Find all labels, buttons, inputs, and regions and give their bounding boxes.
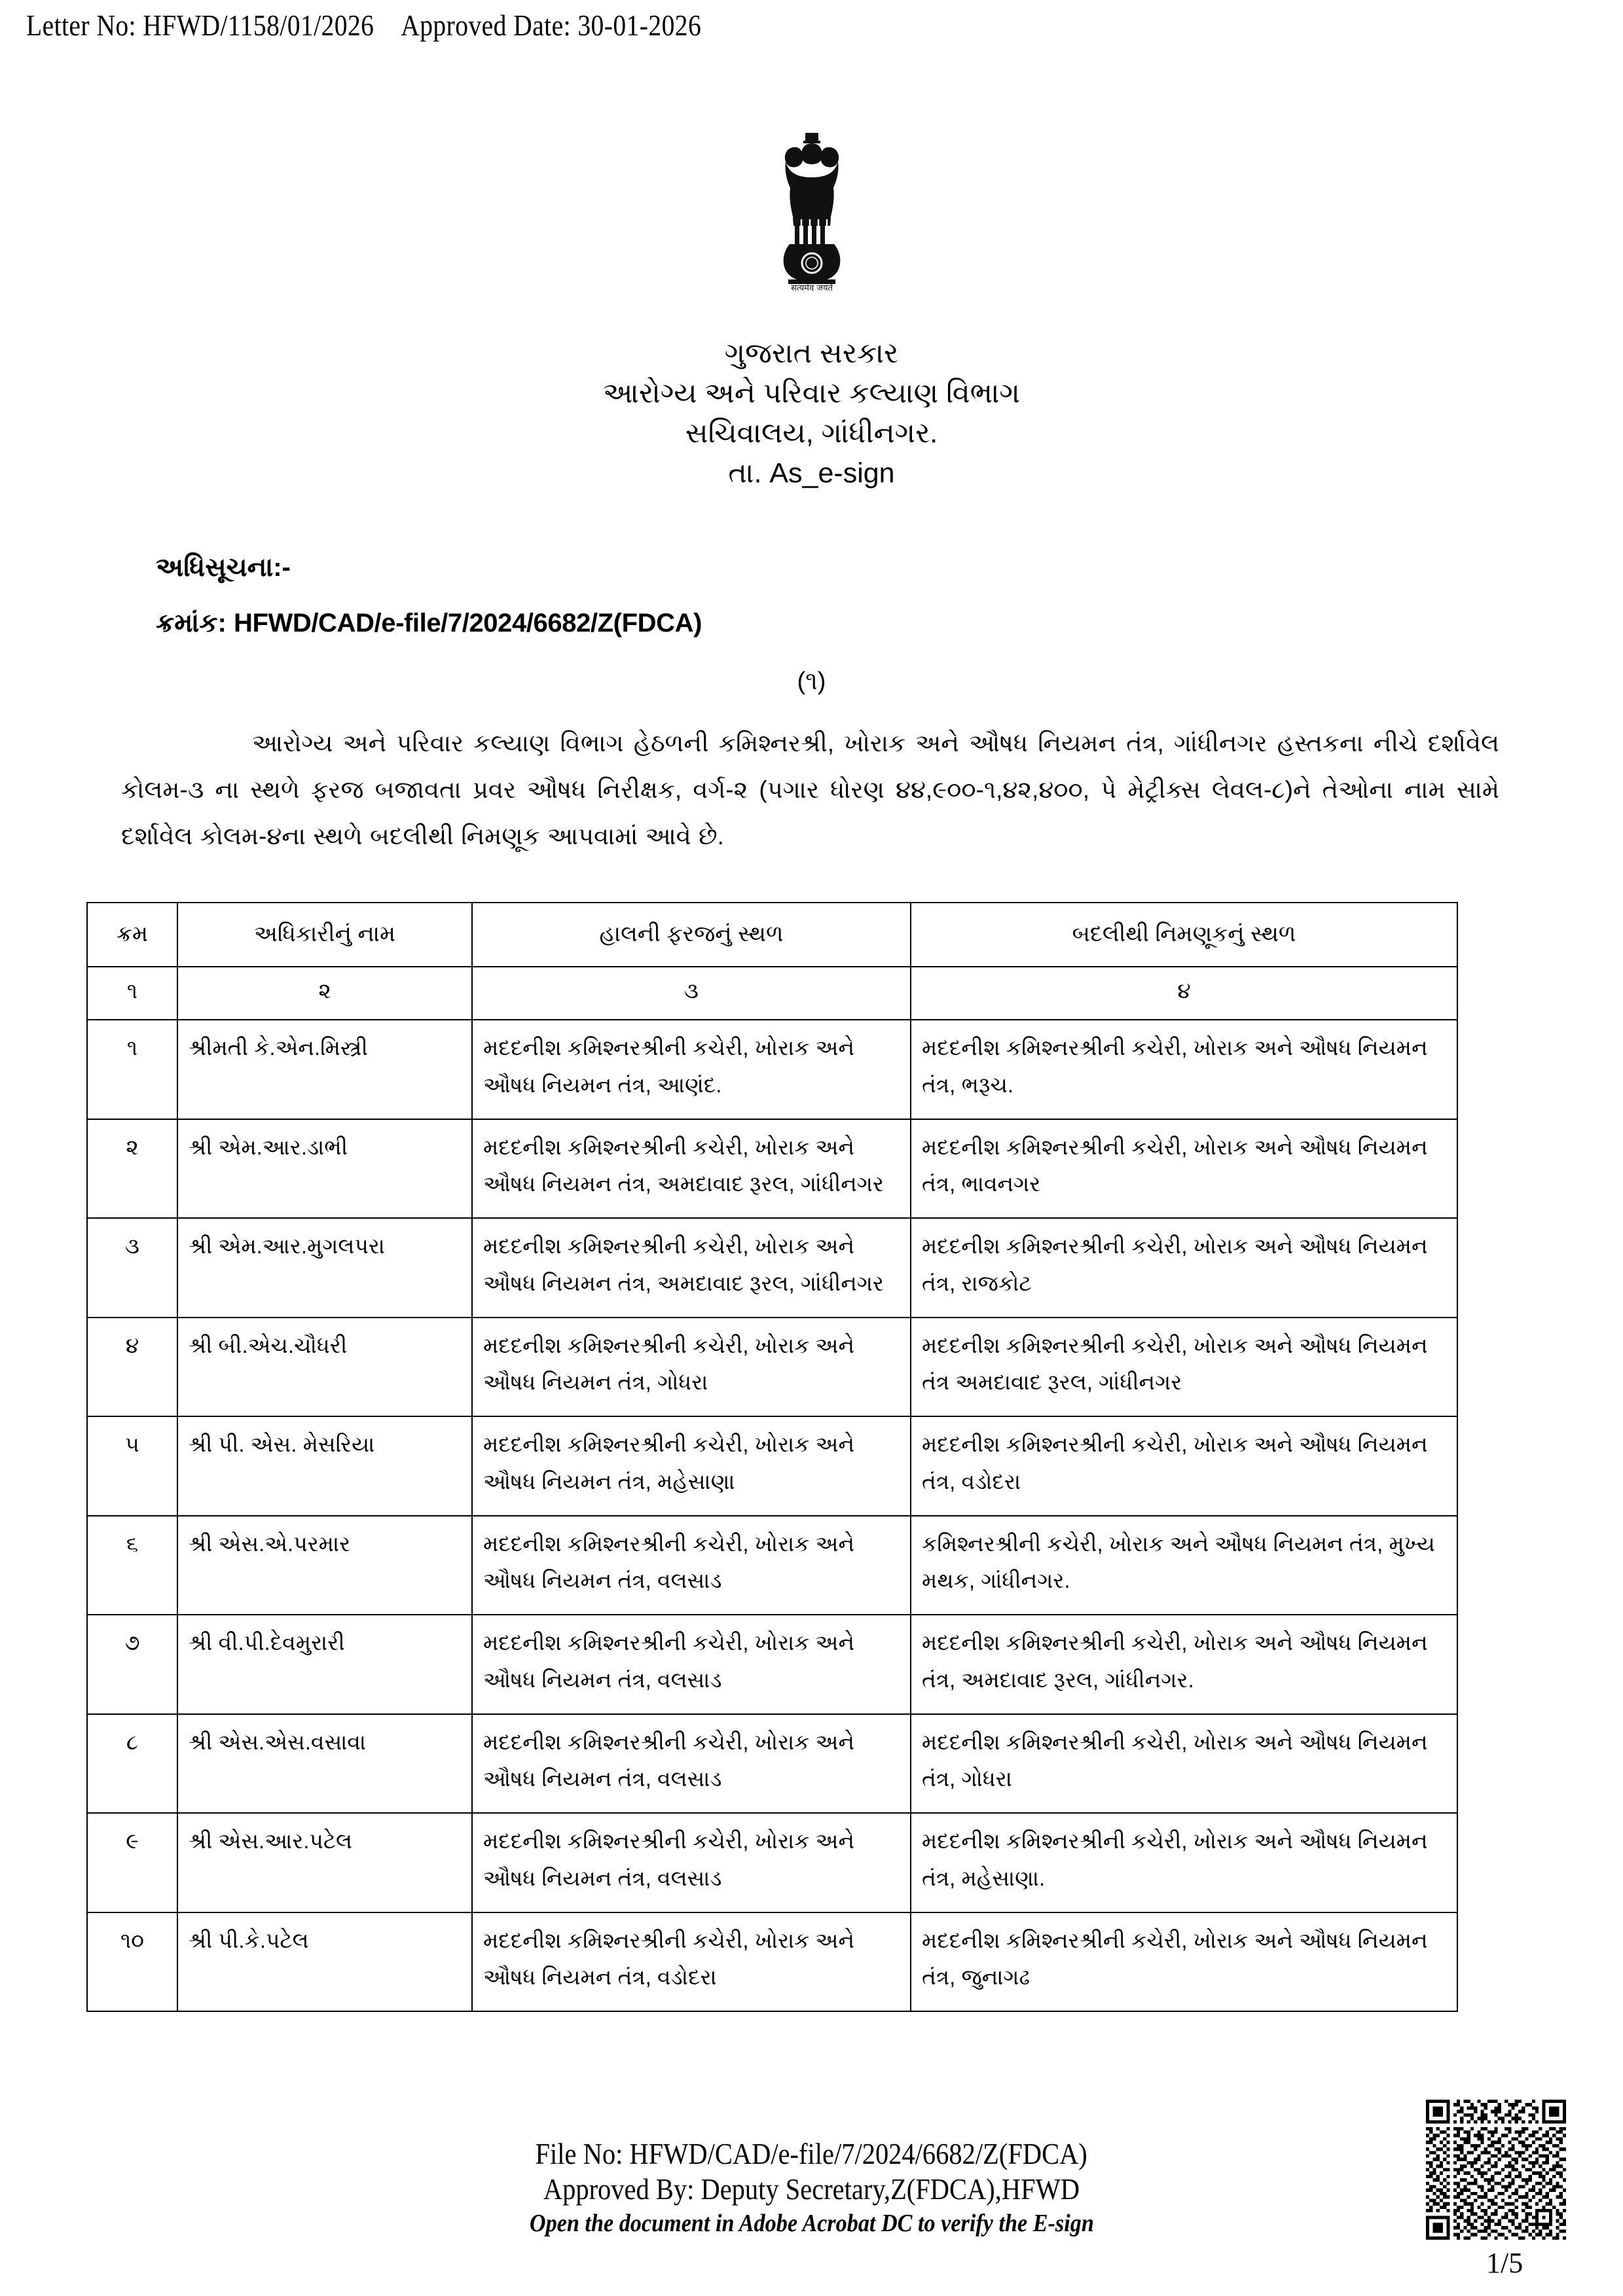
table-row xyxy=(87,1516,1457,1615)
colnum-4: ૪ xyxy=(911,967,1457,1020)
cell-new: મદદનીશ કમિશ્નરશ્રીની કચેરી, ખોરાક અને ઔષધ નિયમન તંત્ર, વડોદરા xyxy=(911,1416,1457,1516)
cell-current: મદદનીશ કમિશ્નરશ્રીની કચેરી, ખોરાક અને ઔષધ નિયમન તંત્ર, વલસાડ xyxy=(472,1615,911,1714)
table-row xyxy=(87,1813,1457,1912)
cell-name: શ્રી પી.કે.પટેલ xyxy=(177,1912,472,2012)
header-line-state: ગુજરાત સરકાર xyxy=(724,338,899,369)
table-row xyxy=(87,1119,1457,1219)
table-row xyxy=(87,1218,1457,1318)
transfer-table-container xyxy=(86,902,1458,2012)
table-row xyxy=(87,1615,1457,1714)
cell-sr: ૮ xyxy=(87,1714,177,1814)
table-row xyxy=(87,1714,1457,1814)
cell-new: મદદનીશ કમિશ્નરશ્રીની કચેરી, ખોરાક અને ઔષધ નિયમન તંત્ર, જુનાગઢ xyxy=(911,1912,1457,2012)
table-header-row xyxy=(87,903,1457,967)
footer-file-no-row xyxy=(0,2137,1623,2171)
approved-date-value: 30-01-2026 xyxy=(577,9,702,42)
cell-name: શ્રી વી.પી.દેવમુરારી xyxy=(177,1615,472,1714)
footer-esign-note-row xyxy=(0,2207,1623,2238)
cell-sr: ૬ xyxy=(87,1516,177,1615)
header-officer-name: અધિકારીનું નામ xyxy=(177,903,472,967)
section-number: (૧) xyxy=(797,668,826,695)
footer-approved-by: Approved By: Deputy Secretary,Z(FDCA),HFWD xyxy=(543,2172,1080,2206)
header-new-place: બદલીથી નિમણૂકનું સ્થળ xyxy=(911,903,1457,967)
cell-sr: ૭ xyxy=(87,1615,177,1714)
cell-new: મદદનીશ કમિશ્નરશ્રીની કચેરી, ખોરાક અને ઔષધ નિયમન તંત્ર, મહેસાણા. xyxy=(911,1813,1457,1912)
cell-current: મદદનીશ કમિશ્નરશ્રીની કચેરી, ખોરાક અને ઔષધ નિયમન તંત્ર, વલસાડ xyxy=(472,1813,911,1912)
cell-new: મદદનીશ કમિશ્નરશ્રીની કચેરી, ખોરાક અને ઔષધ નિયમન તંત્ર, ગોધરા xyxy=(911,1714,1457,1814)
footer-approved-by-row xyxy=(0,2171,1623,2206)
cell-current: મદદનીશ કમિશ્નરશ્રીની કચેરી, ખોરાક અને ઔષધ નિયમન તંત્ર, અમદાવાદ રૂરલ, ગાંધીનગર xyxy=(472,1119,911,1219)
cell-name: શ્રી એસ.એ.પરમાર xyxy=(177,1516,472,1615)
cell-current: મદદનીશ કમિશ્નરશ્રીની કચેરી, ખોરાક અને ઔષધ નિયમન તંત્ર, મહેસાણા xyxy=(472,1416,911,1516)
approved-date-label: Approved Date: xyxy=(401,9,571,42)
colnum-3: ૩ xyxy=(472,967,911,1020)
colnum-2: ૨ xyxy=(177,967,472,1020)
approval-stamp-line xyxy=(26,8,701,43)
letter-no-label: Letter No: xyxy=(26,9,136,42)
footer-file-no: File No: HFWD/CAD/e-file/7/2024/6682/Z(FDCA) xyxy=(535,2137,1088,2170)
government-header xyxy=(0,334,1623,493)
cell-sr: ૪ xyxy=(87,1318,177,1417)
page-number: 1/5 xyxy=(1486,2247,1523,2279)
cell-current: મદદનીશ કમિશ્નરશ્રીની કચેરી, ખોરાક અને ઔષધ નિયમન તંત્ર, વડોદરા xyxy=(472,1912,911,2012)
cell-name: શ્રી એસ.એસ.વસાવા xyxy=(177,1714,472,1814)
header-line-department: આરોગ્ય અને પરિવાર કલ્યાણ વિભાગ xyxy=(603,378,1020,410)
cell-sr: ૨ xyxy=(87,1119,177,1219)
cell-new: મદદનીશ કમિશ્નરશ્રીની કચેરી, ખોરાક અને ઔષધ નિયમન તંત્ર, ભરૂચ. xyxy=(911,1020,1457,1119)
cell-current: મદદનીશ કમિશ્નરશ્રીની કચેરી, ખોરાક અને ઔષધ નિયમન તંત્ર, વલસાડ xyxy=(472,1714,911,1814)
table-row xyxy=(87,1020,1457,1119)
table-row xyxy=(87,1318,1457,1417)
table-column-number-row xyxy=(87,967,1457,1020)
emblem-motto: सत्यमेव जयते xyxy=(790,283,833,291)
footer-esign-note: Open the document in Adobe Acrobat DC to verify the E-sign xyxy=(529,2209,1094,2237)
cell-name: શ્રી એસ.આર.પટેલ xyxy=(177,1813,472,1912)
document-footer xyxy=(0,2137,1623,2238)
cell-sr: ૯ xyxy=(87,1813,177,1912)
qr-code-icon xyxy=(1425,2100,1567,2240)
cell-new: મદદનીશ કમિશ્નરશ્રીની કચેરી, ખોરાક અને ઔષધ નિયમન તંત્ર, ભાવનગર xyxy=(911,1119,1457,1219)
cell-name: શ્રીમતી કે.એન.મિસ્ત્રી xyxy=(177,1020,472,1119)
ashoka-lion-capital-emblem-icon xyxy=(773,128,851,291)
cell-new: કમિશ્નરશ્રીની કચેરી, ખોરાક અને ઔષધ નિયમન તંત્ર, મુખ્ય મથક, ગાંધીનગર. xyxy=(911,1516,1457,1615)
notification-number-line xyxy=(156,609,702,638)
cell-name: શ્રી એમ.આર.ડાભી xyxy=(177,1119,472,1219)
header-line-secretariat: સચિવાલય, ગાંધીનગર. xyxy=(685,418,938,450)
header-current-place: હાલની ફરજનું સ્થળ xyxy=(472,903,911,967)
notification-number-value: HFWD/CAD/e-file/7/2024/6682/Z(FDCA) xyxy=(233,609,702,637)
cell-current: મદદનીશ કમિશ્નરશ્રીની કચેરી, ખોરાક અને ઔષધ નિયમન તંત્ર, અમદાવાદ રૂરલ, ગાંધીનગર xyxy=(472,1218,911,1318)
cell-current: મદદનીશ કમિશ્નરશ્રીની કચેરી, ખોરાક અને ઔષધ નિયમન તંત્ર, આણંદ. xyxy=(472,1020,911,1119)
header-sr: ક્રમ xyxy=(87,903,177,967)
cell-current: મદદનીશ કમિશ્નરશ્રીની કચેરી, ખોરાક અને ઔષધ નિયમન તંત્ર, વલસાડ xyxy=(472,1516,911,1615)
header-line-date: તા. As_e-sign xyxy=(728,457,895,490)
notification-label: અધિસૂચના:- xyxy=(156,553,291,582)
cell-new: મદદનીશ કમિશ્નરશ્રીની કચેરી, ખોરાક અને ઔષધ નિયમન તંત્ર, રાજકોટ xyxy=(911,1218,1457,1318)
letter-no-value: HFWD/1158/01/2026 xyxy=(143,9,374,42)
cell-sr: ૫ xyxy=(87,1416,177,1516)
cell-current: મદદનીશ કમિશ્નરશ્રીની કચેરી, ખોરાક અને ઔષધ નિયમન તંત્ર, ગોધરા xyxy=(472,1318,911,1417)
cell-new: મદદનીશ કમિશ્નરશ્રીની કચેરી, ખોરાક અને ઔષધ નિયમન તંત્ર અમદાવાદ રૂરલ, ગાંધીનગર xyxy=(911,1318,1457,1417)
table-head xyxy=(87,903,1457,1020)
transfer-table xyxy=(86,902,1458,2012)
cell-name: શ્રી એમ.આર.મુગલપરા xyxy=(177,1218,472,1318)
notification-number-label: ક્રમાંક: xyxy=(156,609,227,637)
table-row xyxy=(87,1416,1457,1516)
cell-name: શ્રી પી. એસ. મેસરિયા xyxy=(177,1416,472,1516)
table-row xyxy=(87,1912,1457,2012)
cell-name: શ્રી બી.એચ.ચૌધરી xyxy=(177,1318,472,1417)
cell-new: મદદનીશ કમિશ્નરશ્રીની કચેરી, ખોરાક અને ઔષધ નિયમન તંત્ર, અમદાવાદ રૂરલ, ગાંધીનગર. xyxy=(911,1615,1457,1714)
notification-body-paragraph: આરોગ્ય અને પરિવાર કલ્યાણ વિભાગ હેઠળની કમિશ્નરશ્રી, ખોરાક અને ઔષધ નિયમન તંત્ર, ગાંધીનગર હસ્તકના નીચે દર્શાવેલ કોલમ-૩ ના સ્થળે ફરજ બજાવતા પ્રવર ઔષધ નિરીક્ષક, વર્ગ-૨ (પગાર ધોરણ ૪૪,૯૦૦-૧,૪૨,૪૦૦, પે મેટ્રીક્સ લેવલ-૮)ને તેઓના નામ સામે દર્શાવેલ કોલમ-૪ના સ્થળે બદલીથી નિમણૂક આપવામાં આવે છે. xyxy=(121,730,1499,850)
cell-sr: ૧ xyxy=(87,1020,177,1119)
emblem-container xyxy=(0,128,1623,295)
cell-sr: ૩ xyxy=(87,1218,177,1318)
cell-sr: ૧૦ xyxy=(87,1912,177,2012)
colnum-1: ૧ xyxy=(87,967,177,1020)
table-body xyxy=(87,1020,1457,2011)
